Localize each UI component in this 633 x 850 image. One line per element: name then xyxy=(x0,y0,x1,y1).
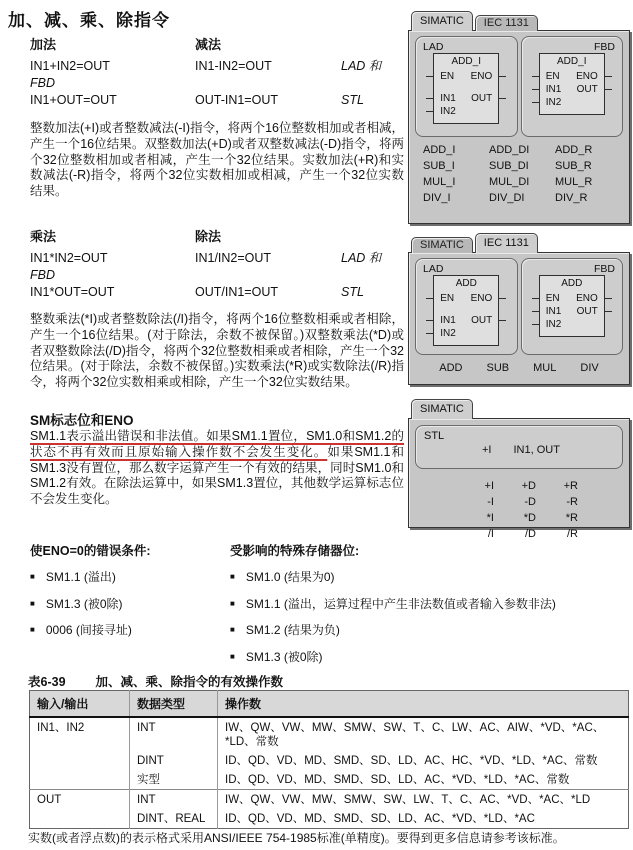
instruction-name: *D xyxy=(523,512,536,524)
pin-label: EN xyxy=(545,293,560,304)
affected-sm-bits xyxy=(230,541,626,676)
subtraction-heading: 减法 xyxy=(195,37,222,52)
output-pin xyxy=(605,298,612,299)
pin-label: IN1 xyxy=(545,306,562,317)
add-sub-formulas xyxy=(30,36,406,109)
input-pin xyxy=(532,298,539,299)
input-pin xyxy=(426,333,433,334)
table-row xyxy=(30,717,629,751)
formula-mul-lad: IN1*IN2=OUT xyxy=(30,251,108,265)
instruction-name: SUB_I xyxy=(423,160,455,172)
tab-iec1131: IEC 1131 xyxy=(475,233,538,253)
table-caption xyxy=(28,672,283,690)
eno-error-conditions xyxy=(30,541,220,650)
formula-note-stl: STL xyxy=(341,93,364,107)
box-title: ADD_I xyxy=(557,56,587,67)
instruction-name: SUB_DI xyxy=(489,160,529,172)
instruction-box xyxy=(539,53,605,115)
formula-note-lad: LAD 和 xyxy=(341,59,382,73)
instruction-name: -D xyxy=(524,496,536,508)
panel-body xyxy=(408,30,630,224)
input-pin xyxy=(426,298,433,299)
table-title: 加、减、乘、除指令的有效操作数 xyxy=(95,675,284,689)
input-pin xyxy=(426,98,433,99)
instruction-name: +I xyxy=(484,480,494,492)
box-title: ADD_I xyxy=(451,56,481,67)
lad-diagram xyxy=(415,258,518,355)
list-item xyxy=(230,623,626,637)
pin-label: IN2 xyxy=(440,328,456,339)
pin-row xyxy=(546,70,598,83)
formula-note-lad: LAD 和 xyxy=(341,251,382,265)
input-pin xyxy=(532,324,539,325)
instruction-name: *I xyxy=(486,512,494,524)
formula-div-stl: OUT/IN1=OUT xyxy=(195,285,278,299)
pin-label: IN2 xyxy=(440,106,456,117)
square-bullet-icon: ■ xyxy=(30,598,35,608)
list-item xyxy=(30,597,220,611)
pin-row xyxy=(546,292,598,305)
list-item xyxy=(230,597,626,611)
instruction-box xyxy=(539,275,605,337)
pin-row xyxy=(546,96,598,109)
pin-label: IN1 xyxy=(440,93,456,104)
output-pin xyxy=(605,76,612,77)
instruction-name: MUL_DI xyxy=(489,176,530,188)
operands-cell: ID、QD、VD、MD、SMD、SD、LD、AC、HC、*VD、*LD、*AC、常数 xyxy=(218,751,629,770)
input-pin xyxy=(426,111,433,112)
add-sub-paragraph: 整数加法(+I)或者整数减法(-I)指令，将两个16位整数相加或者相减，产生一个16位结果。双整数加法(+D)或者双整数减法(-D)指令，将两个32位整数相加或者相减，产生一个32位结果。实数加法(+R)和实数减法(-R)指令，将两个32位实数相加或相减，产生一个32位实数结果。 xyxy=(30,121,404,199)
pin-label: IN2 xyxy=(545,97,562,108)
table-row xyxy=(30,790,629,810)
pin-label: EN xyxy=(545,71,560,82)
col-header-io: 输入/输出 xyxy=(30,691,130,718)
lad-diagram xyxy=(415,36,518,137)
pin-label: OUT xyxy=(471,93,493,104)
instruction-list xyxy=(409,476,629,550)
multiplication-heading: 乘法 xyxy=(30,229,57,244)
instruction-name: MUL xyxy=(533,362,557,374)
output-pin xyxy=(605,89,612,90)
stl-label: STL xyxy=(424,430,445,442)
instruction-name: /I xyxy=(487,528,494,540)
pin-row xyxy=(546,305,598,318)
tab-simatic: SIMATIC xyxy=(411,11,473,31)
formula-mul-stl: IN1*OUT=OUT xyxy=(30,285,115,299)
input-pin xyxy=(426,76,433,77)
list-item-label: SM1.3 (被0除) xyxy=(45,596,123,611)
tab-bar xyxy=(408,10,630,31)
spacer xyxy=(341,267,406,284)
stl-operands: IN1, OUT xyxy=(513,444,560,456)
pin-row xyxy=(546,318,598,331)
fbd-label: FBD xyxy=(594,41,615,53)
pin-label: ENO xyxy=(576,71,598,82)
pin-label: OUT xyxy=(576,306,598,317)
spacer xyxy=(341,228,406,250)
instruction-name: ADD_DI xyxy=(489,144,530,156)
addition-heading: 加法 xyxy=(30,37,57,52)
datatype-cell: INT xyxy=(130,717,218,751)
output-pin xyxy=(499,320,506,321)
output-pin xyxy=(499,298,506,299)
instruction-name: SUB_R xyxy=(555,160,592,172)
diagram-row xyxy=(415,258,623,355)
division-heading: 除法 xyxy=(195,229,222,244)
sm-paragraph-rest: 如果SM1.1和SM1.3没有置位，那么数字运算产生一个有效的结果，同时SM1.0和SM1.2有效。在除法运算中，如果SM1.3置位，其他数学运算标志位不会发生变化。 xyxy=(30,444,404,507)
pin-row xyxy=(440,314,492,327)
list-item xyxy=(230,650,626,664)
table-group-output xyxy=(30,790,629,829)
eno-error-title: 使ENO=0的错误条件: xyxy=(30,544,151,558)
sm-eno-paragraph xyxy=(30,429,404,508)
operands-table xyxy=(29,690,629,829)
spacer xyxy=(195,267,341,284)
pin-label: IN1 xyxy=(440,315,456,326)
instruction-list xyxy=(409,358,629,383)
operands-cell: IW、QW、VW、MW、SMW、SW、T、C、LW、AC、AIW、*VD、*AC、*LD、常数 xyxy=(218,717,629,751)
instruction-box xyxy=(433,275,499,346)
fbd-diagram xyxy=(521,36,624,137)
tab-bar xyxy=(408,398,630,419)
table-header xyxy=(30,691,629,718)
diagram-row xyxy=(415,36,623,137)
datatype-cell: INT xyxy=(130,790,218,810)
lad-label: LAD xyxy=(423,263,444,275)
io-cell: IN1、IN2 xyxy=(37,721,85,734)
instruction-name: -R xyxy=(566,496,578,508)
sm-eno-heading: SM标志位和ENO xyxy=(30,413,134,428)
panel-body xyxy=(408,252,630,385)
iec1131-ladfbd-panel xyxy=(408,232,630,385)
pin-row xyxy=(440,327,492,340)
square-bullet-icon: ■ xyxy=(230,572,235,581)
table-group-inputs xyxy=(30,717,629,790)
operands-cell: ID、QD、VD、MD、SMD、SD、LD、AC、*VD、*LD、*AC、常数 xyxy=(218,770,629,790)
pin-label: OUT xyxy=(471,315,493,326)
formula-add-lad: IN1+IN2=OUT xyxy=(30,59,110,73)
pin-row xyxy=(440,105,492,118)
pin-row xyxy=(440,70,492,83)
instruction-name: +R xyxy=(563,480,578,492)
instruction-name: SUB xyxy=(486,362,510,374)
spacer xyxy=(195,75,341,92)
list-item-label: SM1.1 (溢出) xyxy=(45,570,116,584)
input-pin xyxy=(426,320,433,321)
instruction-name: ADD xyxy=(439,362,463,374)
fbd-diagram xyxy=(521,258,624,355)
formula-div-lad: IN1/IN2=OUT xyxy=(195,251,272,265)
instruction-name: MUL_R xyxy=(555,176,593,188)
square-bullet-icon: ■ xyxy=(30,625,35,634)
list-item-label: SM1.0 (结果为0) xyxy=(245,570,335,584)
instruction-name: MUL_I xyxy=(423,176,456,188)
stl-example xyxy=(424,444,614,456)
datatype-cell: 实型 xyxy=(130,770,218,790)
list-item xyxy=(30,570,220,584)
datatype-cell: DINT xyxy=(130,751,218,770)
formula-note-fbd: FBD xyxy=(30,76,55,90)
output-pin xyxy=(605,311,612,312)
instruction-box xyxy=(433,53,499,124)
panel-body xyxy=(408,418,630,540)
list-item xyxy=(230,570,626,584)
col-header-datatype: 数据类型 xyxy=(130,691,218,718)
page-title: 加、减、乘、除指令 xyxy=(8,11,170,30)
output-pin xyxy=(499,76,506,77)
output-pin xyxy=(499,98,506,99)
pin-label: IN2 xyxy=(545,319,562,330)
lad-label: LAD xyxy=(423,41,444,53)
list-item-label: 0006 (间接寻址) xyxy=(45,623,132,637)
tab-iec1131: IEC 1131 xyxy=(475,15,538,31)
instruction-name: -I xyxy=(487,496,494,508)
operands-cell: IW、QW、VW、MW、SMW、SW、LW、T、C、AC、*VD、*AC、*LD xyxy=(218,790,629,810)
pin-label: IN1 xyxy=(545,84,562,95)
square-bullet-icon: ■ xyxy=(230,651,235,661)
list-item-label: SM1.2 (结果为负) xyxy=(245,623,340,637)
simatic-ladfbd-panel xyxy=(408,10,630,224)
pin-label: ENO xyxy=(576,293,598,304)
input-pin xyxy=(532,89,539,90)
table-header-row xyxy=(30,691,629,718)
pin-label: EN xyxy=(440,71,455,82)
formula-note-fbd: FBD xyxy=(30,268,55,282)
io-cell: OUT xyxy=(37,793,62,806)
simatic-stl-panel xyxy=(408,398,630,540)
formula-sub-stl: OUT-IN1=OUT xyxy=(195,93,278,107)
table-number: 表6-39 xyxy=(28,675,66,689)
instruction-name: +D xyxy=(521,480,536,492)
input-pin xyxy=(532,102,539,103)
col-header-operands: 操作数 xyxy=(218,691,629,718)
input-pin xyxy=(532,311,539,312)
formula-sub-lad: IN1-IN2=OUT xyxy=(195,59,272,73)
mul-div-paragraph: 整数乘法(*I)或者整数除法(/I)指令，将两个16位整数相乘或者相除，产生一个16位结果。(对于除法，余数不被保留。)双整数乘法(*D)或者双整数除法(/D)指令，将两个32位整数相乘或者相除，产生一个32位结果。(对于除法，余数不被保留。)实数乘法(*R)或实数除法(/R)指令，将两个32位实数相乘或相除，产生一个32位实数结果。 xyxy=(30,312,404,390)
formula-add-stl: IN1+OUT=OUT xyxy=(30,93,117,107)
footnote: 实数(或者浮点数)的表示格式采用ANSI/IEEE 754-1985标准(单精度)。要得到更多信息请参考该标准。 xyxy=(28,831,565,845)
list-item xyxy=(30,623,220,637)
fbd-label: FBD xyxy=(594,263,615,275)
red-underlined-text: SM1.1表示溢出错误和非法值。如果SM1.1置位，SM1.0和SM1.2的状态不再有效而且原始输入操作数不会发生变化。 xyxy=(30,429,404,459)
stl-mnemonic: +I xyxy=(482,444,492,456)
pin-label: EN xyxy=(440,293,455,304)
datatype-cell: DINT、REAL xyxy=(130,809,218,829)
tab-simatic: SIMATIC xyxy=(411,237,473,253)
list-item-label: SM1.3 (被0除) xyxy=(245,649,323,664)
square-bullet-icon: ■ xyxy=(230,598,235,608)
square-bullet-icon: ■ xyxy=(30,572,35,581)
spacer xyxy=(341,36,406,58)
instruction-name: /R xyxy=(567,528,578,540)
spacer xyxy=(341,75,406,92)
pin-label: ENO xyxy=(470,293,493,304)
box-title: ADD xyxy=(561,278,583,289)
instruction-name: *R xyxy=(565,512,578,524)
instruction-name: DIV_R xyxy=(555,192,588,204)
box-title: ADD xyxy=(455,278,477,289)
mul-div-formulas xyxy=(30,228,406,301)
instruction-name: DIV_I xyxy=(423,192,451,204)
stl-example-box xyxy=(415,425,623,469)
pin-label: ENO xyxy=(470,71,493,82)
pin-row xyxy=(440,92,492,105)
tab-simatic: SIMATIC xyxy=(411,399,473,419)
instruction-name: ADD_R xyxy=(555,144,593,156)
instruction-name: ADD_I xyxy=(423,144,456,156)
instruction-name: /D xyxy=(525,528,536,540)
pin-label: OUT xyxy=(576,84,598,95)
affected-sm-title: 受影响的特殊存储器位: xyxy=(230,544,360,558)
square-bullet-icon: ■ xyxy=(230,625,235,634)
pin-row xyxy=(546,83,598,96)
operands-cell: ID、QD、VD、MD、SMD、SD、LD、AC、*VD、*LD、*AC xyxy=(218,809,629,829)
list-item-label: SM1.1 (溢出，运算过程中产生非法数值或者输入参数非法) xyxy=(245,596,556,611)
tab-bar xyxy=(408,232,630,253)
input-pin xyxy=(532,76,539,77)
instruction-list xyxy=(409,140,629,213)
instruction-name: DIV xyxy=(580,362,599,374)
formula-note-stl: STL xyxy=(341,285,364,299)
pin-row xyxy=(440,292,492,305)
instruction-name: DIV_DI xyxy=(489,192,525,204)
